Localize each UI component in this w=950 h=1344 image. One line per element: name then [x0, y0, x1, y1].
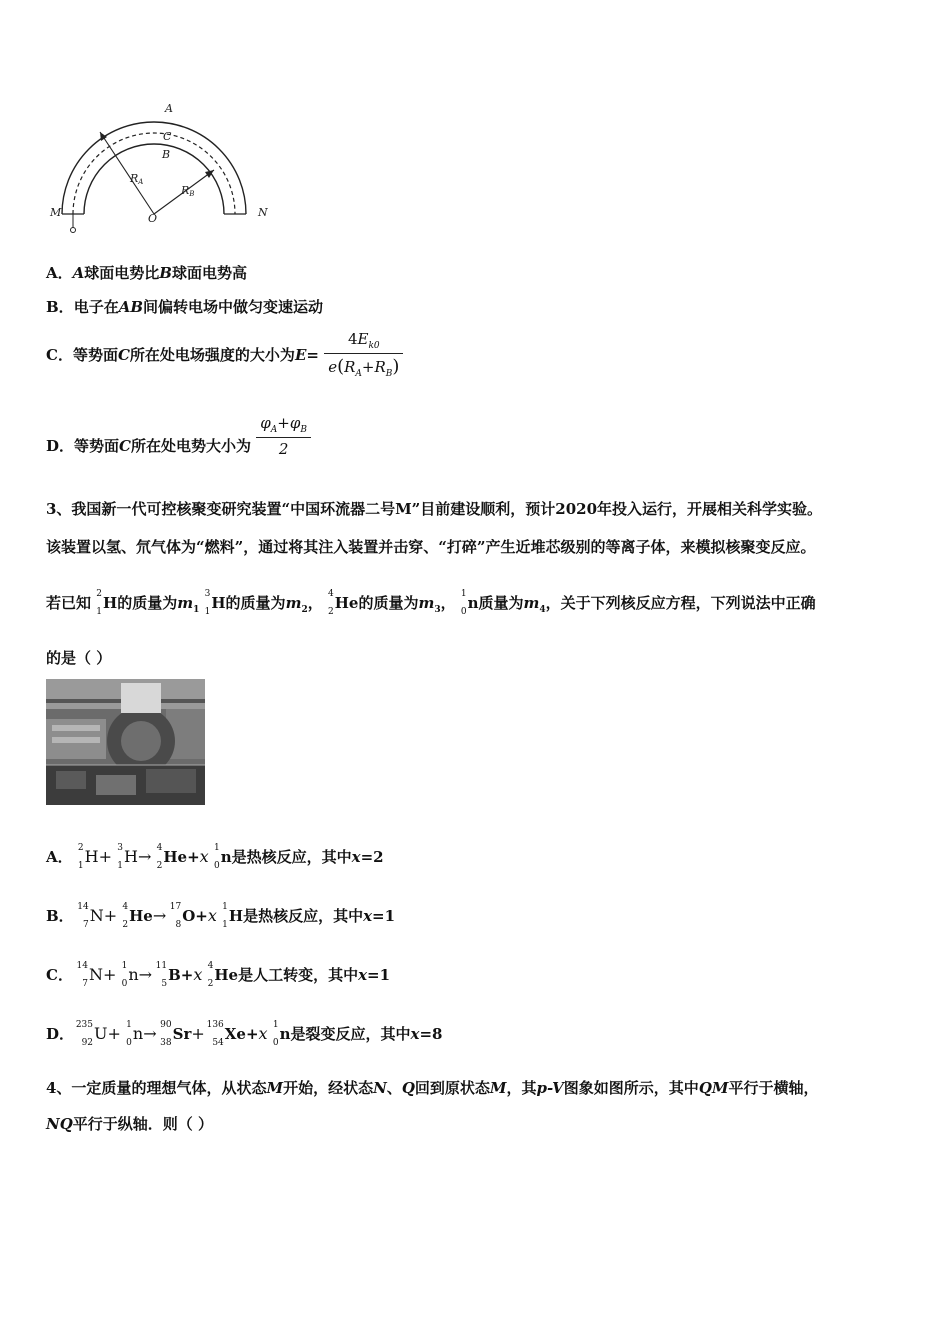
- label-A: A: [165, 102, 173, 115]
- q3-stem-line2: 该装置以氢、氘气体为“燃料”，通过将其注入装置并击穿、“打碎”产生近堆芯级别的等离子体，来模拟核聚变反应。: [46, 538, 816, 556]
- q3-stem-line4: 的是（ ）: [46, 649, 112, 667]
- q3-option-c[interactable]: C． 14 7 N+ 1 0 n→ 11 5 B+x 4 2 He是人工转变，其中x=1: [46, 961, 391, 989]
- q3-stem-line3: 若已知 2 1 H的质量为$m_1$ 3 1 H的质量为$m_2$， 4 2 He的质量为$m_3$， 1 0 n质量为$m_4$，关于下列核反应方程，下列说法中正确: [46, 589, 816, 617]
- outer-arc: [62, 122, 246, 214]
- q3-option-d[interactable]: D． 235 92 U+ 1 0 n→ 90 38 Sr+ 136 54 Xe+x 1 0 n是裂变反应，其中x=8: [46, 1020, 443, 1048]
- label-C: C: [163, 130, 172, 143]
- q3-option-b[interactable]: B． 14 7 N+ 4 2 He→ 17 8 O+x 1 1 H是热核反应，其中x=1: [46, 902, 396, 930]
- field-strength-fraction: $\frac{4E_{k0}}{e(R_A+R_B)}$: [324, 330, 403, 379]
- q3-option-a[interactable]: A． 2 1 H+ 3 1 H→ 4 2 He+x 1 0 n是热核反应，其中x=2: [46, 843, 384, 871]
- q2-option-a[interactable]: A．A球面电势比B球面电势高: [46, 264, 247, 282]
- label-M: M: [50, 206, 62, 219]
- label-RA: RA: [130, 172, 144, 186]
- q2-option-b[interactable]: B．电子在AB间偏转电场中做匀变速运动: [46, 298, 324, 316]
- label-N: N: [258, 206, 268, 219]
- q2-option-d[interactable]: D．等势面C所在处电势大小为 $\frac{\varphi_A+\varphi_B}{2}$: [46, 414, 311, 458]
- potential-fraction: $\frac{\varphi_A+\varphi_B}{2}$: [256, 414, 311, 458]
- label-O: O: [148, 212, 158, 225]
- inner-arc: [84, 144, 224, 214]
- label-B: B: [162, 148, 171, 161]
- electric-field-diagram: [44, 96, 284, 236]
- q4-stem-line2: NQ平行于纵轴．则（ ）: [46, 1115, 214, 1133]
- tokamak-photo: [46, 679, 205, 805]
- q2-option-c[interactable]: C．等势面C所在处电场强度的大小为E= $\frac{4E_{k0}}{e(R_A+R_B)}$: [46, 330, 403, 379]
- radius-ra-arrow: [100, 132, 107, 141]
- tokamak-photo-image: [46, 679, 205, 805]
- q3-stem-line1: 3、我国新一代可控核聚变研究装置“中国环流器二号M”目前建设顺利，预计2020年投入运行，开展相关科学实验。: [46, 500, 823, 518]
- q4-stem-line1: 4、一定质量的理想气体，从状态M开始，经状态N、Q回到原状态M，其p-V图象如图所示，其中QM平行于横轴，: [46, 1079, 819, 1097]
- label-RB: RB: [181, 184, 195, 198]
- electron-source: [71, 228, 76, 233]
